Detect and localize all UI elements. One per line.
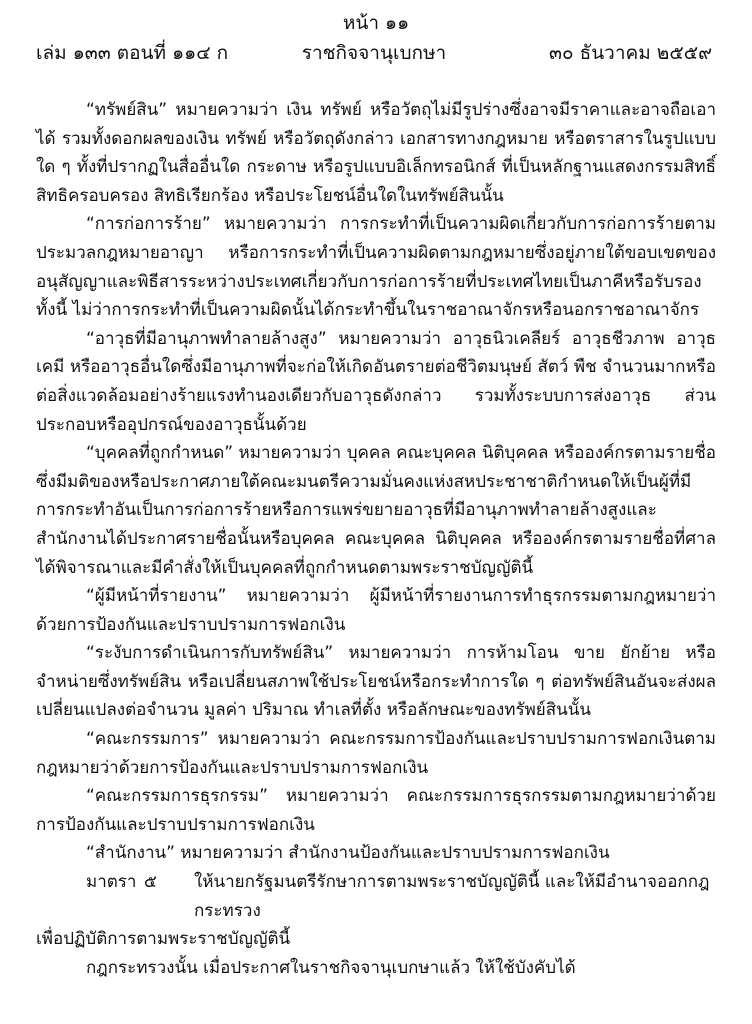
publication-title: ราชกิจจานุเบกษา [301,42,447,64]
definition-transaction-committee: “คณะกรรมการธุรกรรม” หมายความว่า คณะกรรมการธุรกรรมตามกฎหมายว่าด้วยการป้องกันและปราบปรามการฟอกเงิน [36,786,716,835]
definition-committee: “คณะกรรมการ” หมายความว่า คณะกรรมการป้องกันและปราบปรามการฟอกเงินตามกฎหมายว่าด้วยการป้องกันและปราบปรามการฟอกเงิน [36,729,716,778]
ministerial-regulation-paragraph: กฎกระทรวงนั้น เมื่อประกาศในราชกิจจานุเบกษาแล้ว ให้ใช้บังคับได้ [86,957,576,978]
definition-designated-person: “บุคคลที่ถูกกำหนด” หมายความว่า บุคคล คณะบุคคล นิติบุคคล หรือองค์กรตามรายชื่อซึ่งมีมติของหรือประกาศภายใต้คณะมนตรีความมั่นคงแห่งสหประชาชาติกำหนดให้เป็นผู้ที่มีการกระทำอันเป็นการก่อการร้ายหรือการแพร่ขยายอาวุธที่มีอานุภาพทำลายล้างสูงและสำนักงานได้ประกาศรายชื่อนั้นหรือบุคคล คณะบุคคล นิติบุคคล หรือองค์กรตามรายชื่อที่ศาลได้พิจารณาและมีคำสั่งให้เป็นบุคคลที่ถูกกำหนดตามพระราชบัญญัตินี้ [36,443,716,578]
definition-office: “สำนักงาน” หมายความว่า สำนักงานป้องกันและปราบปรามการฟอกเงิน [86,843,610,864]
definition-asset-freeze: “ระงับการดำเนินการกับทรัพย์สิน” หมายความว่า การห้ามโอน ขาย ยักย้าย หรือจำหน่ายซึ่งทรัพย์สิน หรือเปลี่ยนสภาพใช้ประโยชน์หรือกระทำการใด ๆ ต่อทรัพย์สินอันจะส่งผลเปลี่ยนแปลงต่อจำนวน มูลค่า ปริมาณ ทำเลที่ตั้ง หรือลักษณะของทรัพย์สินนั้น [36,643,716,721]
page-header [36,38,712,66]
volume-issue: เล่ม ๑๓๓ ตอนที่ ๑๑๔ ก [36,42,229,64]
section-5 [36,868,716,925]
document-body [36,96,716,982]
section-label: มาตรา [86,872,137,893]
section-number: ๕ [144,872,157,893]
publication-date: ๓๐ ธันวาคม ๒๕๕๙ [548,42,712,64]
page-number: หน้า ๑๑ [342,12,410,34]
definition-property: “ทรัพย์สิน” หมายความว่า เงิน ทรัพย์ หรือวัตถุไม่มีรูปร่างซึ่งอาจมีราคาและอาจถือเอาได้ รวมทั้งดอกผลของเงิน ทรัพย์ หรือวัตถุดังกล่าว เอกสารทางกฎหมาย หรือตราสารในรูปแบบใด ๆ ทั้งที่ปรากฏในสื่ออื่นใด กระดาษ หรือรูปแบบอิเล็กทรอนิกส์ ที่เป็นหลักฐานแสดงกรรมสิทธิ์ สิทธิครอบครอง สิทธิเรียกร้อง หรือประโยชน์อื่นใดในทรัพย์สินนั้น [36,100,716,206]
definition-wmd: “อาวุธที่มีอานุภาพทำลายล้างสูง” หมายความว่า อาวุธนิวเคลียร์ อาวุธชีวภาพ อาวุธเคมี หรืออาวุธอื่นใดซึ่งมีอานุภาพที่จะก่อให้เกิดอันตรายต่อชีวิตมนุษย์ สัตว์ พืช จำนวนมากหรือต่อสิ่งแวดล้อมอย่างร้ายแรงทำนองเดียวกับอาวุธดังกล่าว รวมทั้งระบบการส่งอาวุธ ส่วนประกอบหรืออุปกรณ์ของอาวุธนั้นด้วย [36,328,716,435]
definition-reporting-entity: “ผู้มีหน้าที่รายงาน” หมายความว่า ผู้มีหน้าที่รายงานการทำธุรกรรมตามกฎหมายว่าด้วยการป้องกันและปราบปรามการฟอกเงิน [36,586,716,635]
section-text: ให้นายกรัฐมนตรีรักษาการตามพระราชบัญญัตินี้ และให้มีอำนาจออกกฎกระทรวง [194,872,710,921]
definition-terrorism: “การก่อการร้าย” หมายความว่า การกระทำที่เป็นความผิดเกี่ยวกับการก่อการร้ายตามประมวลกฎหมายอาญา หรือการกระทำที่เป็นความผิดตามกฎหมายซึ่งอยู่ภายใต้ขอบเขตของอนุสัญญาและพิธีสารระหว่างประเทศเกี่ยวกับการก่อการร้ายที่ประเทศไทยเป็นภาคีหรือรับรอง ทั้งนี้ ไม่ว่าการกระทำที่เป็นความผิดนั้นได้กระทำขึ้นในราชอาณาจักรหรือนอกราชอาณาจักร [36,214,716,321]
section-text-continued: เพื่อปฏิบัติการตามพระราชบัญญัตินี้ [36,929,291,950]
